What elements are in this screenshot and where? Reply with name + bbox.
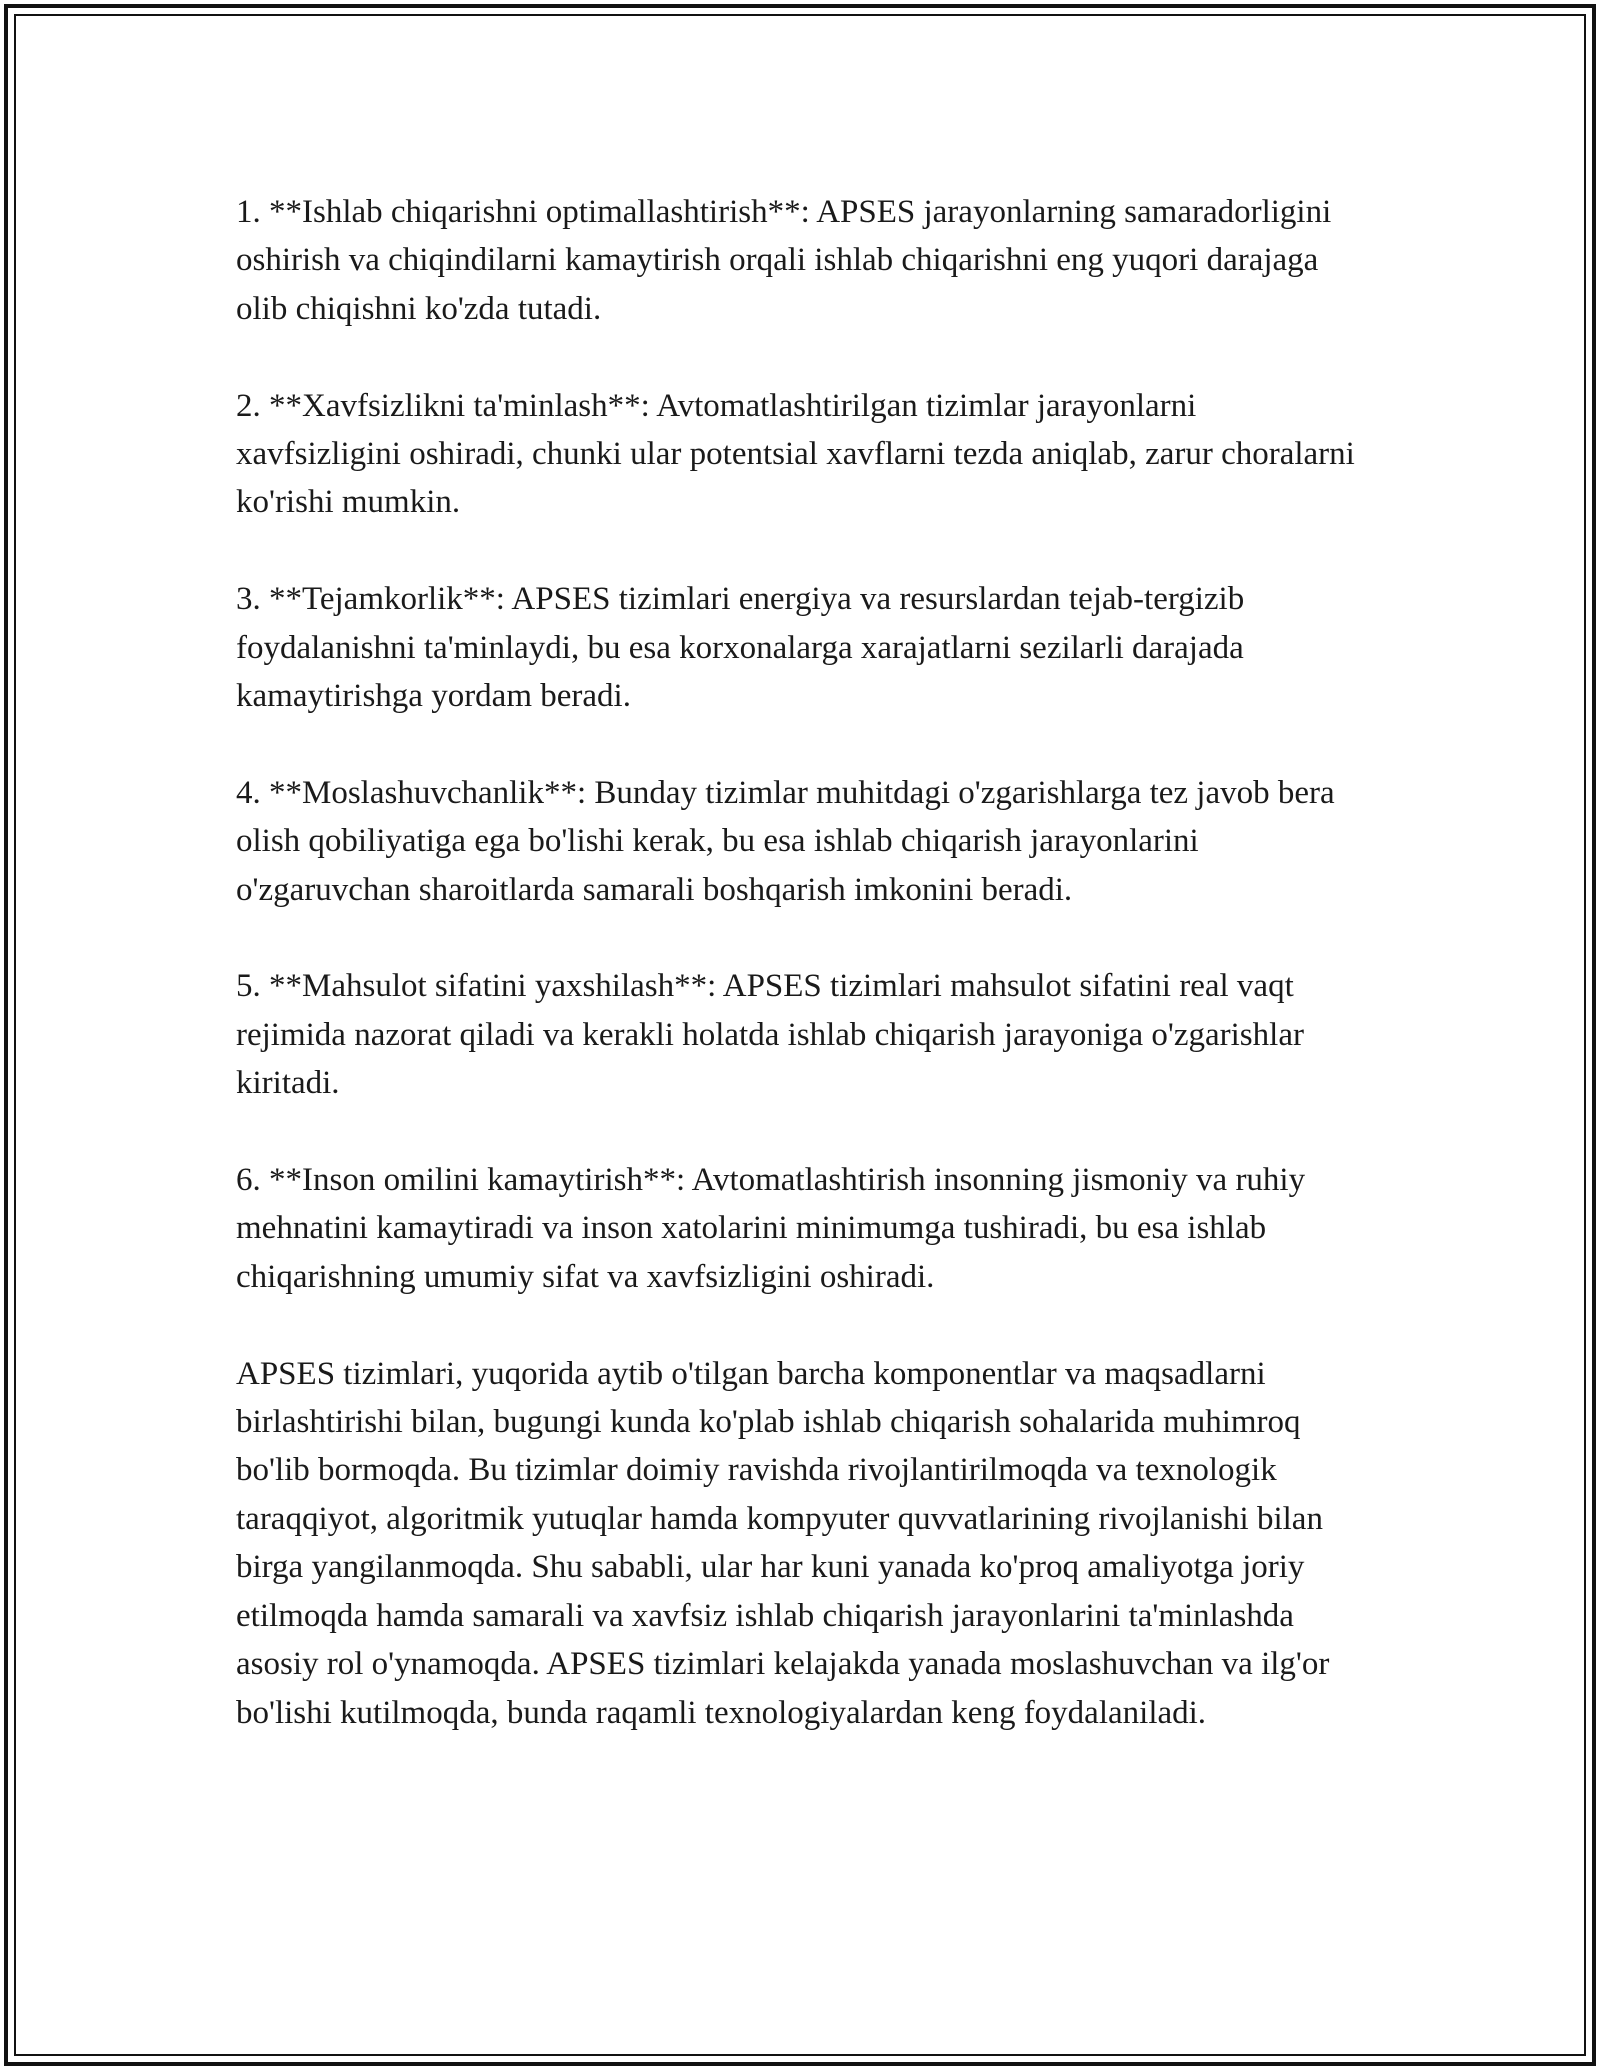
document-body: [236, 188, 1366, 1785]
list-item-2: 2. **Xavfsizlikni ta'minlash**: Avtomatlashtirilgan tizimlar jarayonlarni xavfsizligini oshiradi, chunki ular potentsial xavflarni tezda aniqlab, zarur choralarni ko'rishi mumkin.: [236, 387, 1355, 521]
list-item-4: 4. **Moslashuvchanlik**: Bunday tizimlar muhitdagi o'zgarishlarga tez javob bera olish qobiliyatiga ega bo'lishi kerak, bu esa ishlab chiqarish jarayonlarini o'zgaruvchan sharoitlarda samarali boshqarish imkonini beradi.: [236, 774, 1335, 908]
list-item-6: 6. **Inson omilini kamaytirish**: Avtomatlashtirish insonning jismoniy va ruhiy mehnatini kamaytiradi va inson xatolarini minimumga tushiradi, bu esa ishlab chiqarishning umumiy sifat va xavfsizligini oshiradi.: [236, 1162, 1306, 1295]
list-item-1: 1. **Ishlab chiqarishni optimallashtirish**: APSES jarayonlarning samaradorligini oshirish va chiqindilarni kamaytirish orqali ishlab chiqarishni eng yuqori darajaga olib chiqishni ko'zda tutadi.: [236, 194, 1332, 327]
list-item-3: 3. **Tejamkorlik**: APSES tizimlari energiya va resurslardan tejab-tergizib foydalanishni ta'minlaydi, bu esa korxonalarga xarajatlarni sezilarli darajada kamaytirishga yordam beradi.: [236, 581, 1245, 715]
list-item-5: 5. **Mahsulot sifatini yaxshilash**: APSES tizimlari mahsulot sifatini real vaqt rejimida nazorat qiladi va kerakli holatda ishlab chiqarish jarayoniga o'zgarishlar kiritadi.: [236, 968, 1304, 1102]
conclusion-paragraph: APSES tizimlari, yuqorida aytib o'tilgan barcha komponentlar va maqsadlarni birlashtirishi bilan, bugungi kunda ko'plab ishlab chiqarish sohalarida muhimroq bo'lib bormoqda. Bu tizimlar doimiy ravishda rivojlantirilmoqda va texnologik taraqqiyot, algoritmik yutuqlar hamda kompyuter quvvatlarining rivojlanishi bilan birga yangilanmoqda. Shu sababli, ular har kuni yanada ko'proq amaliyotga joriy etilmoqda hamda samarali va xavfsiz ishlab chiqarish jarayonlarini ta'minlashda asosiy rol o'ynamoqda. APSES tizimlari kelajakda yanada moslashuvchan va ilg'or bo'lishi kutilmoqda, bunda raqamli texnologiyalardan keng foydalaniladi.: [236, 1355, 1330, 1731]
